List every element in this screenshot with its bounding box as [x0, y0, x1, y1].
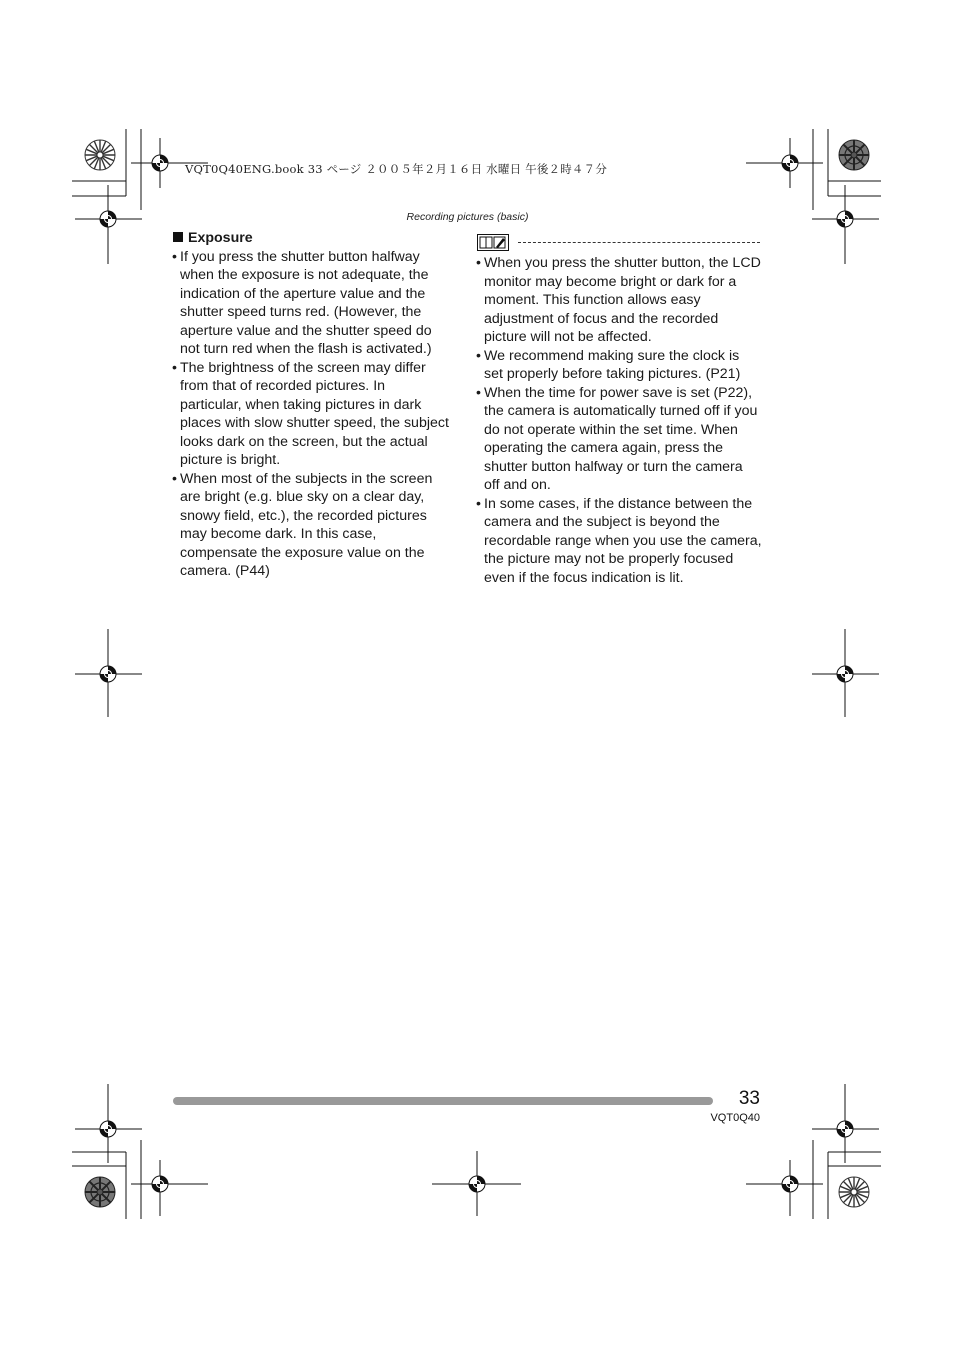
- note-pencil-icon: [477, 234, 509, 251]
- list-item: [172, 248, 450, 359]
- bullet-icon: •: [476, 384, 481, 401]
- list-item: [172, 470, 450, 581]
- list-item-text: We recommend making sure the clock is set properly before taking pictures. (P21): [484, 347, 741, 382]
- list-item-text: When you press the shutter button, the LCD monitor may become bright or dark for a moment. This function allows easy adjustment of focus and the recorded picture will not be affected.: [484, 255, 761, 345]
- bullet-icon: •: [172, 470, 177, 487]
- section-heading-text: Exposure: [188, 230, 253, 246]
- list-item-text: The brightness of the screen may differ from that of recorded pictures. In particular, when taking pictures in dark places with slow shutter speed, the subject looks dark on the screen, but the actual picture is bright.: [180, 359, 449, 468]
- list-item: [476, 495, 762, 588]
- list-item-text: If you press the shutter button halfway when the exposure is not adequate, the indication of the aperture value and the shutter speed turns red. (However, the aperture value and the shutter speed do not turn red when the flash is activated.): [180, 248, 432, 357]
- exposure-list: [172, 248, 450, 581]
- list-item: [476, 384, 762, 495]
- bullet-icon: •: [172, 248, 177, 265]
- notes-list: [476, 254, 762, 587]
- note-header: [476, 233, 762, 253]
- list-item: [476, 254, 762, 347]
- note-divider: [518, 242, 760, 243]
- bullet-icon: •: [476, 495, 481, 512]
- page-number: 33: [738, 1088, 760, 1109]
- list-item: [172, 359, 450, 470]
- model-code: VQT0Q40: [710, 1112, 760, 1124]
- left-column: [172, 229, 450, 581]
- section-heading: [173, 229, 450, 248]
- square-bullet-icon: [173, 232, 183, 242]
- right-column: [476, 254, 762, 587]
- list-item-text: When most of the subjects in the screen are bright (e.g. blue sky on a clear day, snowy field, etc.), the recorded pictures may become dark. In this case, compensate the exposure value on the camera. (P44): [180, 470, 433, 579]
- list-item: [476, 347, 762, 384]
- file-info-header: VQT0Q40ENG.book 33 ページ ２００５年２月１６日 水曜日 午後２時４７分: [185, 162, 608, 176]
- running-head: Recording pictures (basic): [406, 211, 529, 223]
- footer-bar: [173, 1097, 713, 1105]
- bullet-icon: •: [172, 359, 177, 376]
- bullet-icon: •: [476, 347, 481, 364]
- list-item-text: When the time for power save is set (P22), the camera is automatically turned off if you do not operate within the set time. When operating the camera again, press the shutter button halfway or turn the camera off and on.: [484, 384, 758, 493]
- bullet-icon: •: [476, 255, 481, 271]
- list-item-text: In some cases, if the distance between the camera and the subject is beyond the recordable range when you use the camera, the picture may not be properly focused even if the focus indication is lit.: [484, 495, 762, 586]
